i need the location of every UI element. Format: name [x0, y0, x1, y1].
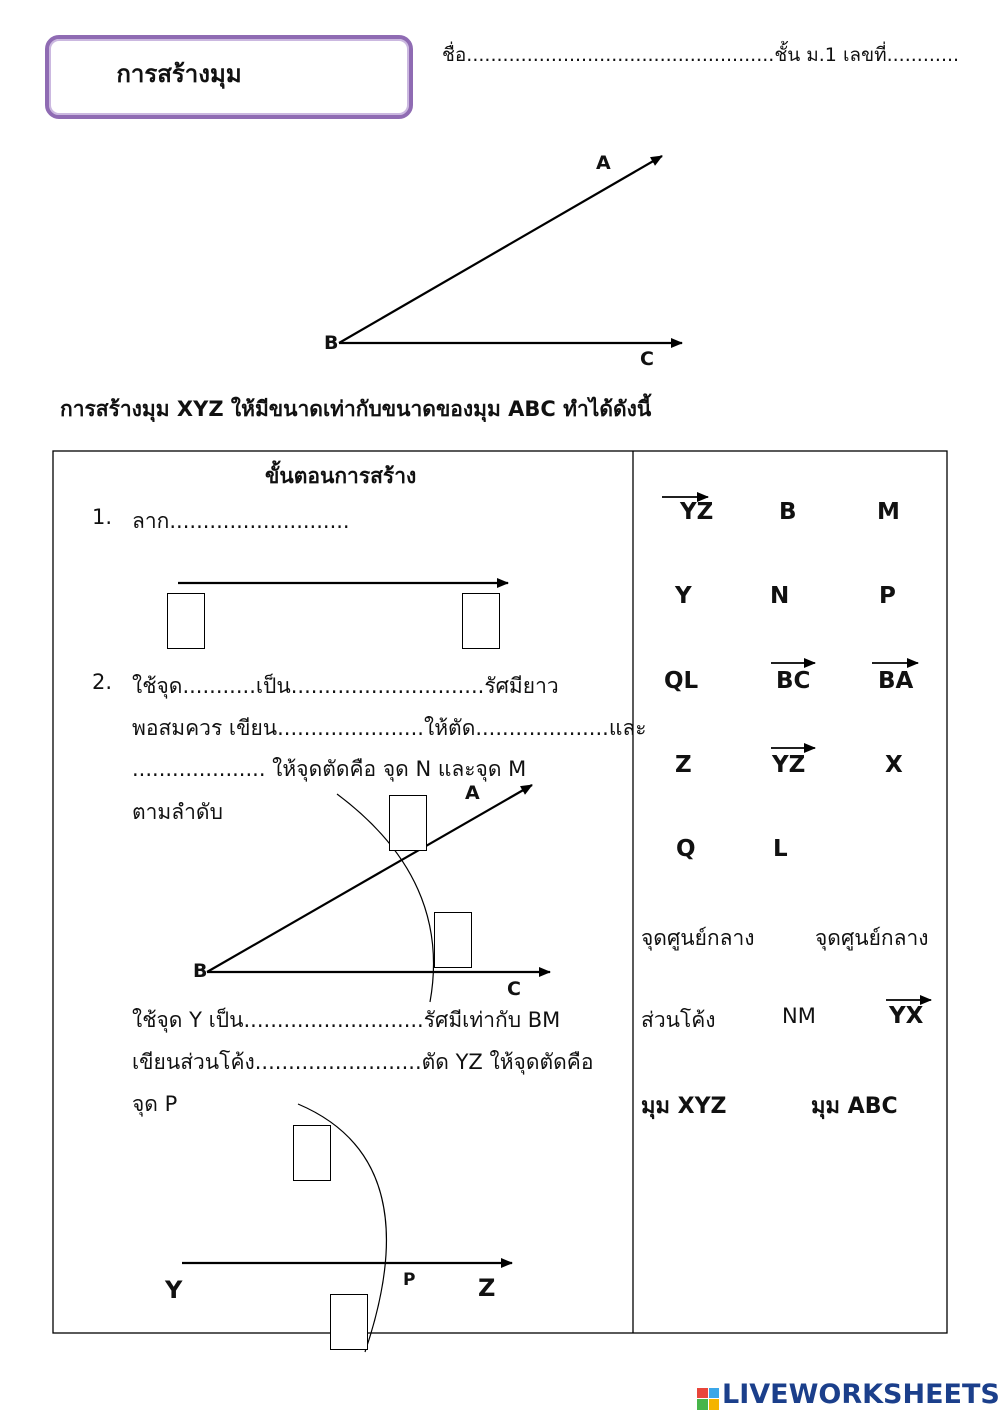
- drop-box-3[interactable]: [389, 795, 427, 851]
- option-ql[interactable]: QL: [664, 668, 699, 694]
- steps-heading: ขั้นตอนการสร้าง: [265, 464, 417, 488]
- step3-line-2: เขียนส่วนโค้ง.........................ตัด YZ ให้จุดตัดคือ: [132, 1050, 594, 1074]
- label-b: B: [324, 332, 339, 354]
- option-x[interactable]: X: [885, 752, 903, 778]
- option-b[interactable]: B: [779, 499, 797, 525]
- option-bc-ray[interactable]: BC: [776, 668, 811, 694]
- option-m[interactable]: M: [877, 499, 900, 525]
- label-a: A: [596, 152, 611, 174]
- option-l[interactable]: L: [773, 836, 788, 862]
- option-angle-xyz[interactable]: มุม XYZ: [641, 1094, 727, 1119]
- step2-line-4: ตามลำดับ: [132, 800, 223, 824]
- step3-line-3: จุด P: [132, 1092, 178, 1116]
- step1-text: ลาก...........................: [132, 509, 350, 533]
- option-center-point-2[interactable]: จุดศูนย์กลาง: [815, 926, 929, 950]
- option-yx-ray[interactable]: YX: [889, 1003, 924, 1029]
- drop-box-5[interactable]: [293, 1125, 331, 1181]
- fig3-label-z: Z: [478, 1274, 496, 1302]
- option-yz-ray[interactable]: YZ: [680, 499, 714, 525]
- option-nm[interactable]: NM: [782, 1004, 816, 1028]
- fig2-label-c: C: [507, 978, 521, 1000]
- step2-number: 2.: [92, 670, 113, 694]
- option-p[interactable]: P: [879, 583, 896, 609]
- fig2-label-b: B: [193, 960, 208, 982]
- page-title: การสร้างมุม: [116, 59, 242, 88]
- drop-box-4[interactable]: [434, 912, 472, 968]
- liveworksheets-logo: [697, 1379, 1000, 1410]
- option-center-point-1[interactable]: จุดศูนย์กลาง: [641, 926, 755, 950]
- drop-box-6[interactable]: [330, 1294, 368, 1350]
- option-angle-abc[interactable]: มุม ABC: [811, 1094, 898, 1119]
- option-ba-ray[interactable]: BA: [878, 668, 914, 694]
- option-z[interactable]: Z: [675, 752, 692, 778]
- option-yz-ray-2[interactable]: YZ: [772, 752, 806, 778]
- student-name-line: ชื่อ...................................................ชั้น ม.1 เลขที่............: [442, 44, 960, 66]
- logo-squares-icon: [697, 1388, 719, 1410]
- fig2-ray-ba: [207, 785, 532, 972]
- drop-box-2[interactable]: [462, 593, 500, 649]
- option-q[interactable]: Q: [676, 836, 696, 862]
- option-n[interactable]: N: [770, 583, 790, 609]
- step3-line-1: ใช้จุด Y เป็น...........................รัศมีเท่ากับ BM: [132, 1008, 561, 1032]
- brand-name: LIVEWORKSHEETS: [722, 1379, 1000, 1410]
- fig2-label-a: A: [465, 782, 480, 804]
- drop-box-1[interactable]: [167, 593, 205, 649]
- step2-line-1: ใช้จุด...........เป็น.............................รัศมียาว: [132, 674, 559, 698]
- ray-ba-top: [339, 156, 662, 343]
- step2-line-3: .................... ให้จุดตัดคือ จุด N และจุด M: [132, 757, 527, 781]
- fig3-label-p: P: [403, 1270, 416, 1290]
- option-arc[interactable]: ส่วนโค้ง: [641, 1008, 716, 1032]
- step1-number: 1.: [92, 505, 113, 529]
- fig3-label-y: Y: [165, 1276, 183, 1304]
- step2-line-2: พอสมควร เขียน......................ให้ตัด....................และ: [132, 716, 647, 740]
- instruction-text: การสร้างมุม XYZ ให้มีขนาดเท่ากับขนาดของมุม ABC ทำได้ดังนี้: [60, 397, 652, 421]
- option-y[interactable]: Y: [675, 583, 692, 609]
- label-c: C: [640, 348, 654, 370]
